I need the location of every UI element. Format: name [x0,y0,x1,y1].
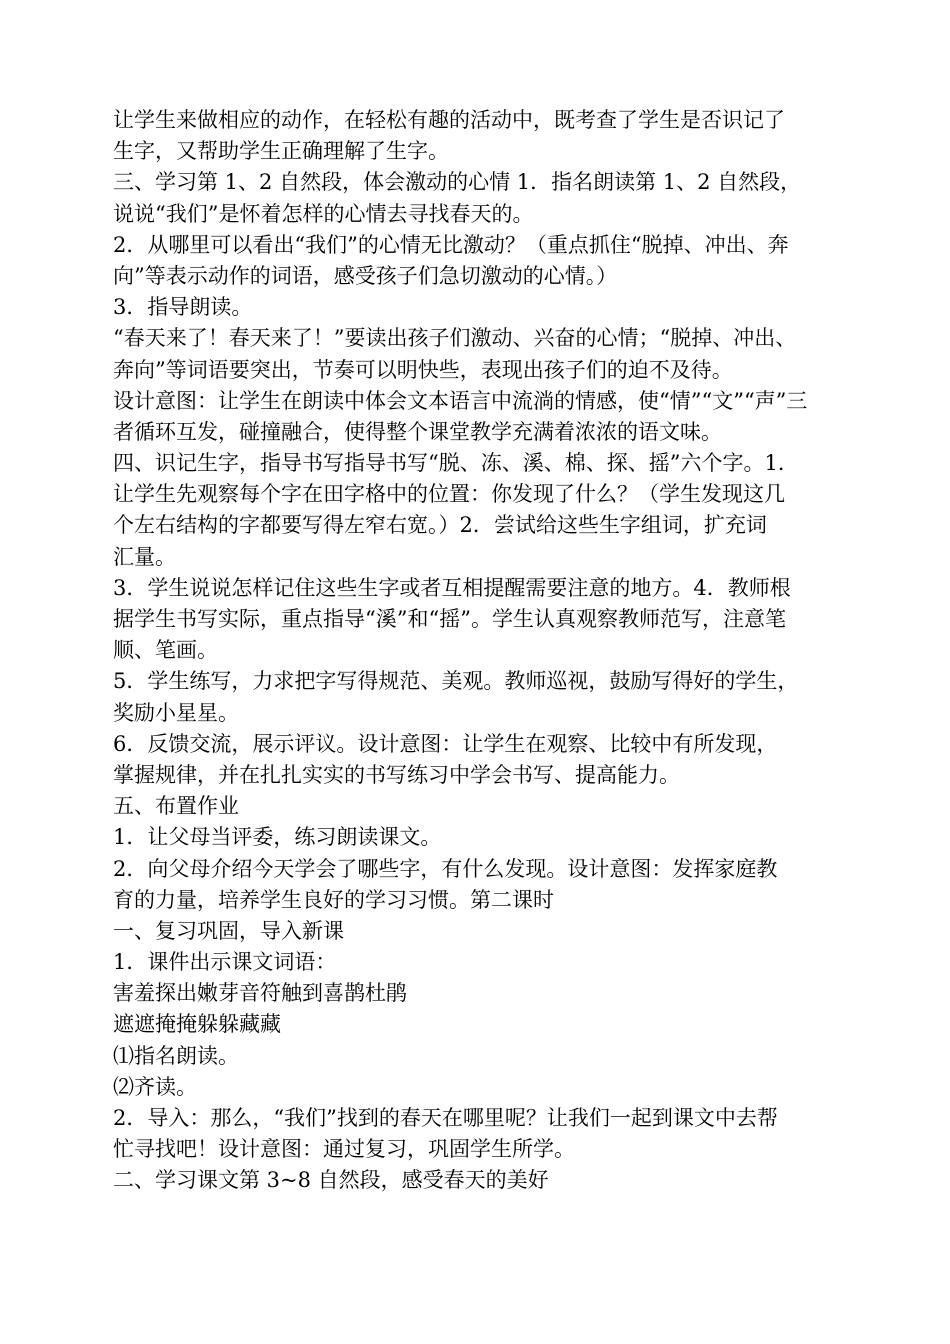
text-line: ⑵齐读。 [113,1074,197,1099]
text-line: 说说“我们”是怀着怎样的心情去寻找春天的。 [113,201,534,226]
text-line: 据学生书写实际，重点指导“溪”和“摇”。学生认真观察教师范写，注意笔 [113,607,786,631]
text-line: 生字，又帮助学生正确理解了生字。 [113,139,449,164]
text-line: 设计意图：让学生在朗读中体会文本语言中流淌的情感，使“情”“文”“声”三 [113,388,808,413]
text-line: 者循环互发，碰撞融合，使得整个课堂教学充满着浓浓的语文味。 [113,419,722,444]
text-line: 3．学生说说怎样记住这些生字或者互相提醒需要注意的地方。4．教师根 [113,575,791,600]
text-line: 5．学生练写，力求把字写得规范、美观。教师巡视，鼓励写得好的学生， [113,669,799,694]
section-heading-line: 二、学习课文第 3~8 自然段，感受春天的美好 [113,1168,549,1193]
section-heading-line: 一、复习巩固，导入新课 [113,918,344,943]
text-line: 奔向”等词语要突出，节奏可以明快些，表现出孩子们的迫不及待。 [113,357,733,382]
text-line: 1．课件出示课文词语： [113,950,337,975]
vocabulary-line: 害羞探出嫩芽音符触到喜鹊杜鹃 [113,981,407,1006]
text-line: ⑴指名朗读。 [113,1043,239,1068]
section-heading-line: 三、学习第 1、2 自然段，体会激动的心情 1．指名朗读第 1、2 自然段， [113,170,802,195]
text-line: 个左右结构的字都要写得左窄右宽。）2．尝试给这些生字组词，扩充词 [113,513,767,538]
text-line: 让学生来做相应的动作，在轻松有趣的活动中，既考查了学生是否识记了 [113,108,785,132]
vocabulary-line: 遮遮掩掩躲躲藏藏 [113,1012,281,1037]
text-line: 汇量。 [113,544,176,569]
text-line: 1．让父母当评委，练习朗读课文。 [113,825,442,850]
text-line: 育的力量，培养学生良好的学习习惯。第二课时 [113,887,554,912]
text-line: 2．导入：那么，“我们”找到的春天在哪里呢？让我们一起到课文中去帮 [113,1106,778,1130]
text-line: “春天来了！春天来了！”要读出孩子们激动、兴奋的心情；“脱掉、冲出、 [113,326,797,351]
section-heading-line: 四、识记生字，指导书写指导书写“脱、冻、溪、棉、探、摇”六个字。1． [113,451,799,476]
text-line: 顺、笔画。 [113,638,218,663]
text-line: 奖励小星星。 [113,700,239,725]
text-line: 2．向父母介绍今天学会了哪些字，有什么发现。设计意图：发挥家庭教 [113,856,778,881]
text-line: 2．从哪里可以看出“我们”的心情无比激动？（重点抓住“脱掉、冲出、奔 [113,232,789,257]
section-heading-line: 五、布置作业 [113,794,239,819]
text-line: 3．指导朗读。 [113,295,253,320]
document-page [113,105,863,1197]
text-line: 忙寻找吧！设计意图：通过复习，巩固学生所学。 [113,1137,575,1162]
text-line: 向”等表示动作的词语，感受孩子们急切激动的心情。） [113,263,618,288]
text-line: 让学生先观察每个字在田字格中的位置：你发现了什么？（学生发现这几 [113,482,785,507]
text-line: 6．反馈交流，展示评议。设计意图：让学生在观察、比较中有所发现， [113,731,778,756]
text-line: 掌握规律，并在扎扎实实的书写练习中学会书写、提高能力。 [113,762,680,787]
